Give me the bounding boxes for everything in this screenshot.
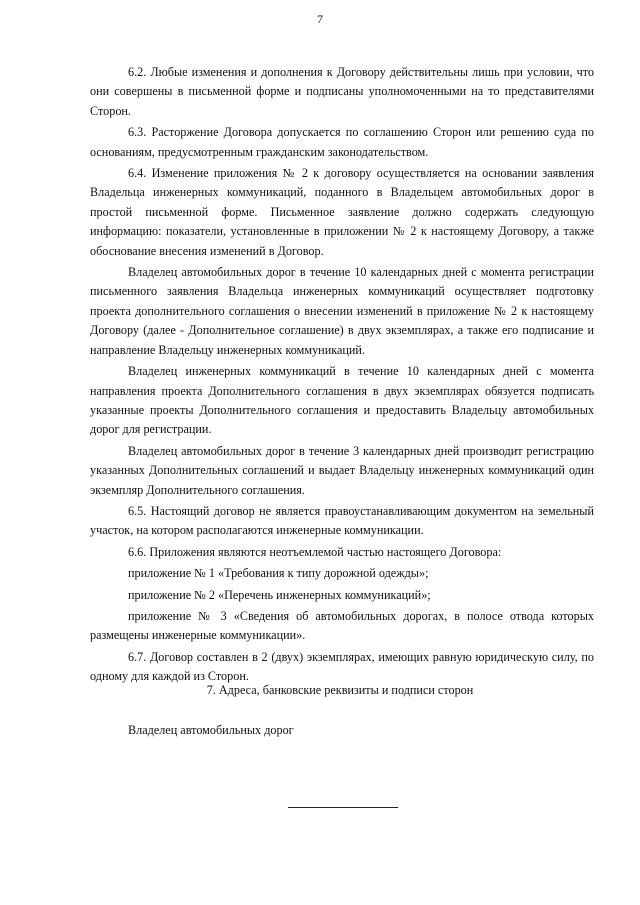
appendix-2-item: приложение № 2 «Перечень инженерных коммуникаций»; — [128, 587, 431, 602]
paragraph-6-2: 6.2. Любые изменения и дополнения к Договору действительны лишь при условии, что они совершены в письменной форме и подписаны уполномоченными на то представителями Сторон. — [90, 65, 594, 118]
paragraph-road-owner-preparation: Владелец автомобильных дорог в течение 10 календарных дней с момента регистрации письменного заявления Владельца инженерных коммуникаций осуществляет подготовку проекта дополнительного соглашения о внесении изменений в приложение № 2 к настоящему Договору (далее - Дополнительное соглашение) в двух экземплярах, а также его подписание и направление Владельцу инженерных коммуникаций. — [90, 265, 594, 357]
signature-line — [288, 807, 398, 808]
section-7-heading: 7. Адреса, банковские реквизиты и подписи сторон — [206, 683, 474, 697]
appendix-1-item: приложение № 1 «Требования к типу дорожной одежды»; — [128, 566, 429, 581]
road-owner-signer-label: Владелец автомобильных дорог — [128, 723, 294, 737]
paragraph-6-6: 6.6. Приложения являются неотъемлемой частью настоящего Договора: — [128, 544, 502, 559]
appendix-3-item: приложение № 3 «Сведения об автомобильных дорогах, в полосе отвода которых размещены инженерные коммуникации». — [90, 608, 594, 643]
document-body — [90, 63, 594, 689]
paragraph-6-7: 6.7. Договор составлен в 2 (двух) экземплярах, имеющих равную юридическую силу, по одному для каждой из Сторон. — [90, 649, 594, 684]
paragraph-6-3: 6.3. Расторжение Договора допускается по соглашению Сторон или решению суда по основаниям, предусмотренным гражданским законодательством. — [90, 125, 594, 159]
paragraph-6-4: 6.4. Изменение приложения № 2 к договору осуществляется на основании заявления Владельца инженерных коммуникаций, поданного в Владельцем автомобильных дорог в простой письменной форме. Письменное заявление должно содержать следующую информацию: показатели, установленные в приложении № 2 к настоящему Договору, а также обоснование внесения изменений в Договор. — [90, 166, 594, 258]
page-number: 7 — [317, 12, 323, 26]
paragraph-road-owner-registration: Владелец автомобильных дорог в течение 3 календарных дней производит регистрацию указанных Дополнительных соглашений и выдает Владельцу инженерных коммуникаций один экземпляр Дополнительного соглашения. — [90, 443, 594, 497]
paragraph-utility-owner-signing: Владелец инженерных коммуникаций в течение 10 календарных дней с момента направления проекта Дополнительного соглашения в двух экземплярах обязуется подписать указанные проекты Дополнительного соглашения и предоставить Владельцу автомобильных дорог для регистрации. — [90, 364, 594, 437]
paragraph-6-5: 6.5. Настоящий договор не является правоустанавливающим документом на земельный участок, на котором располагаются инженерные коммуникации. — [90, 503, 594, 538]
